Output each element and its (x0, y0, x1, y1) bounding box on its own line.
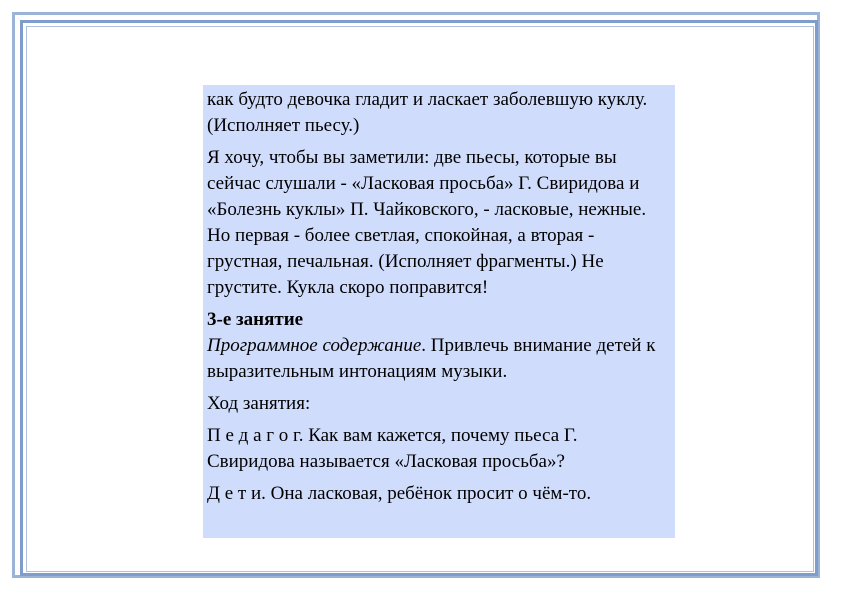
program-label: Программное содержание (207, 335, 422, 356)
paragraph-program (207, 333, 669, 385)
children-text: Она ласковая, ребёнок просит о чём-то. (265, 483, 592, 504)
program-text: . Привлечь внимание детей к выразительным интонациям музыки. (207, 335, 656, 382)
paragraph-course: Ход занятия: (207, 393, 311, 414)
teacher-speaker: П е д а г о г. (207, 425, 304, 446)
lesson-heading: 3-е занятие (207, 309, 304, 330)
paragraph-doll: как будто девочка гладит и ласкает заболевшую куклу. (Исполняет пьесу.) (207, 89, 648, 136)
children-speaker: Д е т и. (207, 483, 266, 504)
text-box (203, 85, 675, 538)
teacher-text: Как вам кажется, почему пьеса Г. Свиридова называется «Ласковая просьба»? (207, 425, 578, 472)
paragraph-pieces: Я хочу, чтобы вы заметили: две пьесы, которые вы сейчас слушали - «Ласковая просьба» Г. Свиридова и «Болезнь куклы» П. Чайковского, - ласковые, нежные. Но первая - более светлая, спокойная, а вторая - грустная, печальная. (Исполняет фрагменты.) Не грустите. Кукла скоро поправится! (207, 147, 647, 298)
paragraph-teacher (207, 423, 669, 475)
paragraph-children (207, 481, 669, 507)
